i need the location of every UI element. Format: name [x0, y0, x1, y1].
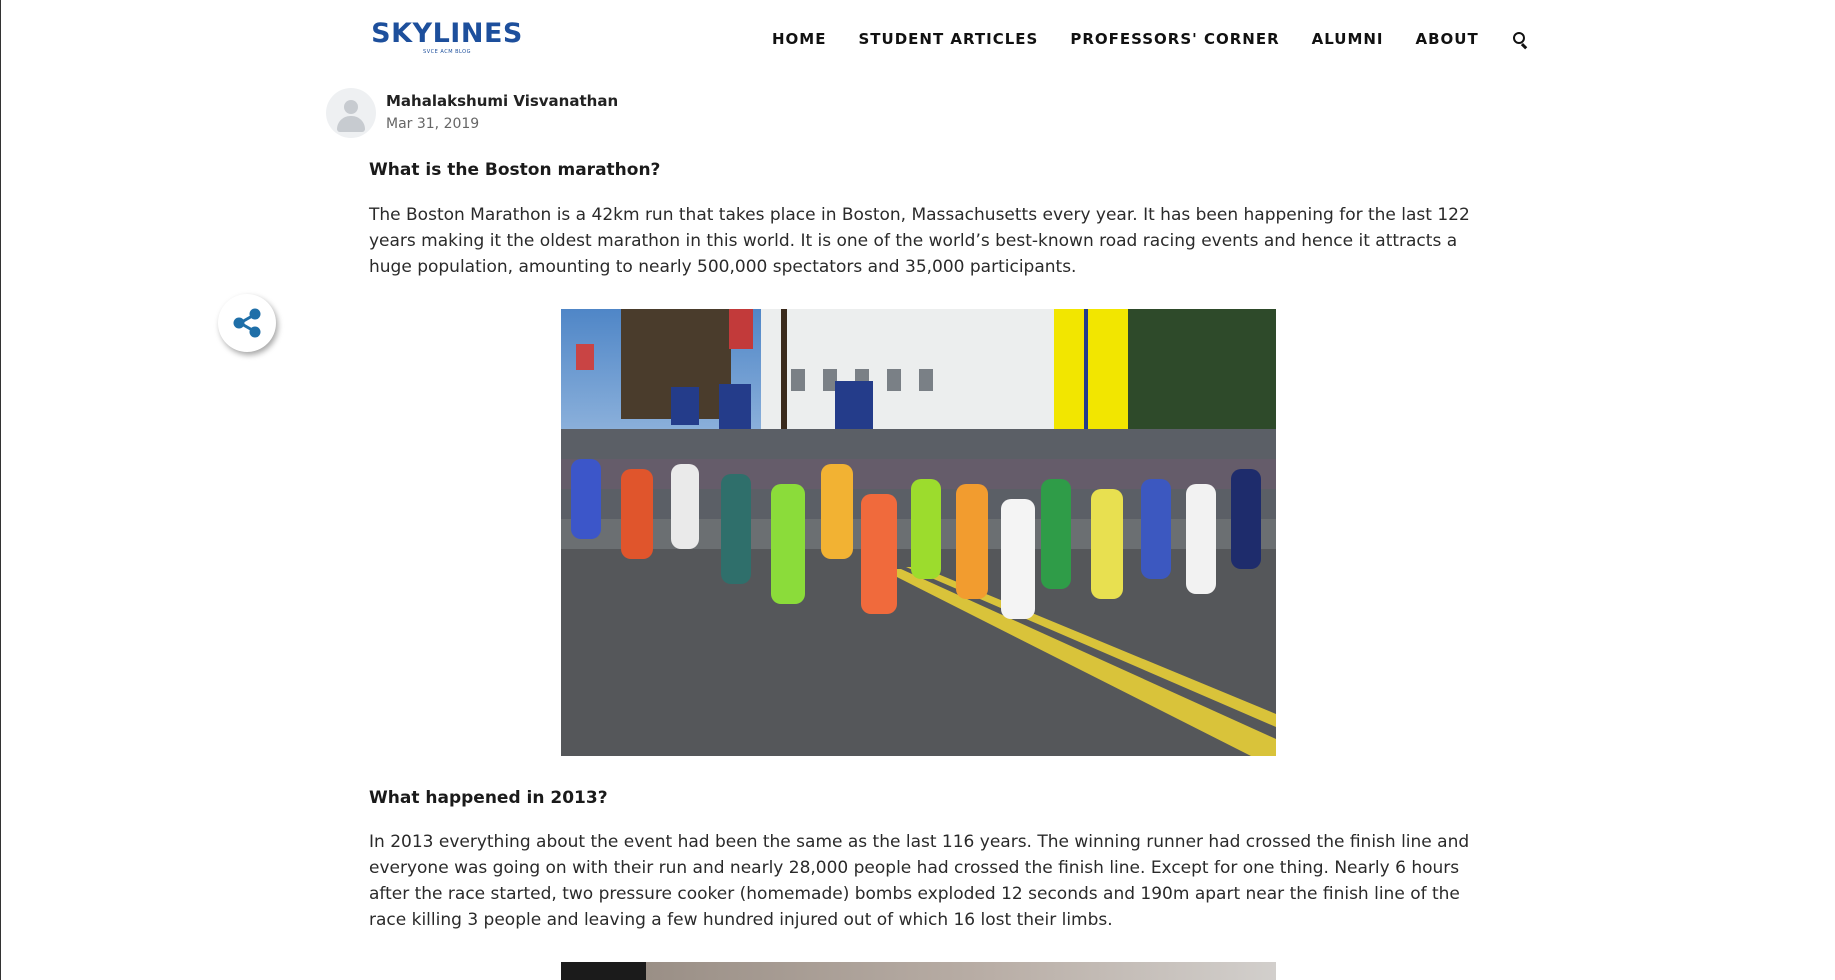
search-icon[interactable] [1513, 32, 1528, 47]
author-avatar[interactable] [326, 88, 376, 138]
site-logo[interactable] [362, 18, 532, 55]
nav-about[interactable]: ABOUT [1415, 30, 1479, 48]
heading-2013: What happened in 2013? [369, 788, 608, 808]
author-name[interactable]: Mahalakshumi Visvanathan [386, 92, 619, 110]
second-article-photo [561, 962, 1276, 980]
share-icon [218, 294, 276, 352]
logo-subtext: SVCE ACM BLOG [423, 49, 471, 55]
main-nav [772, 30, 1528, 48]
nav-professors-corner[interactable]: PROFESSORS' CORNER [1070, 30, 1280, 48]
nav-student-articles[interactable]: STUDENT ARTICLES [858, 30, 1039, 48]
nav-alumni[interactable]: ALUMNI [1311, 30, 1384, 48]
paragraph-intro: The Boston Marathon is a 42km run that takes place in Boston, Massachusetts every year. It has been happening for the last 122 years making it the oldest marathon in this world. It is one of the world’s best-known road racing events and hence it attracts a huge population, amounting to nearly 500,000 spectators and 35,000 participants. [369, 205, 1470, 277]
share-button[interactable] [218, 294, 276, 352]
nav-home[interactable]: HOME [772, 30, 827, 48]
paragraph-2013: In 2013 everything about the event had been the same as the last 116 years. The winning runner had crossed the finish line and everyone was going on with their run and nearly 28,000 people had crossed the finish line. Except for one thing. Nearly 6 hours after the race started, two pressure cooker (homemade) bombs exploded 12 seconds and 190m apart near the finish line of the race killing 3 people and leaving a few hundred injured out of which 16 lost their limbs. [369, 832, 1470, 930]
marathon-start-photo [561, 309, 1276, 756]
avatar-body [337, 116, 365, 132]
post-date: Mar 31, 2019 [386, 116, 480, 132]
heading-boston-marathon: What is the Boston marathon? [369, 160, 661, 180]
avatar-head [344, 100, 358, 114]
logo-text: SKYLINES [371, 18, 523, 49]
